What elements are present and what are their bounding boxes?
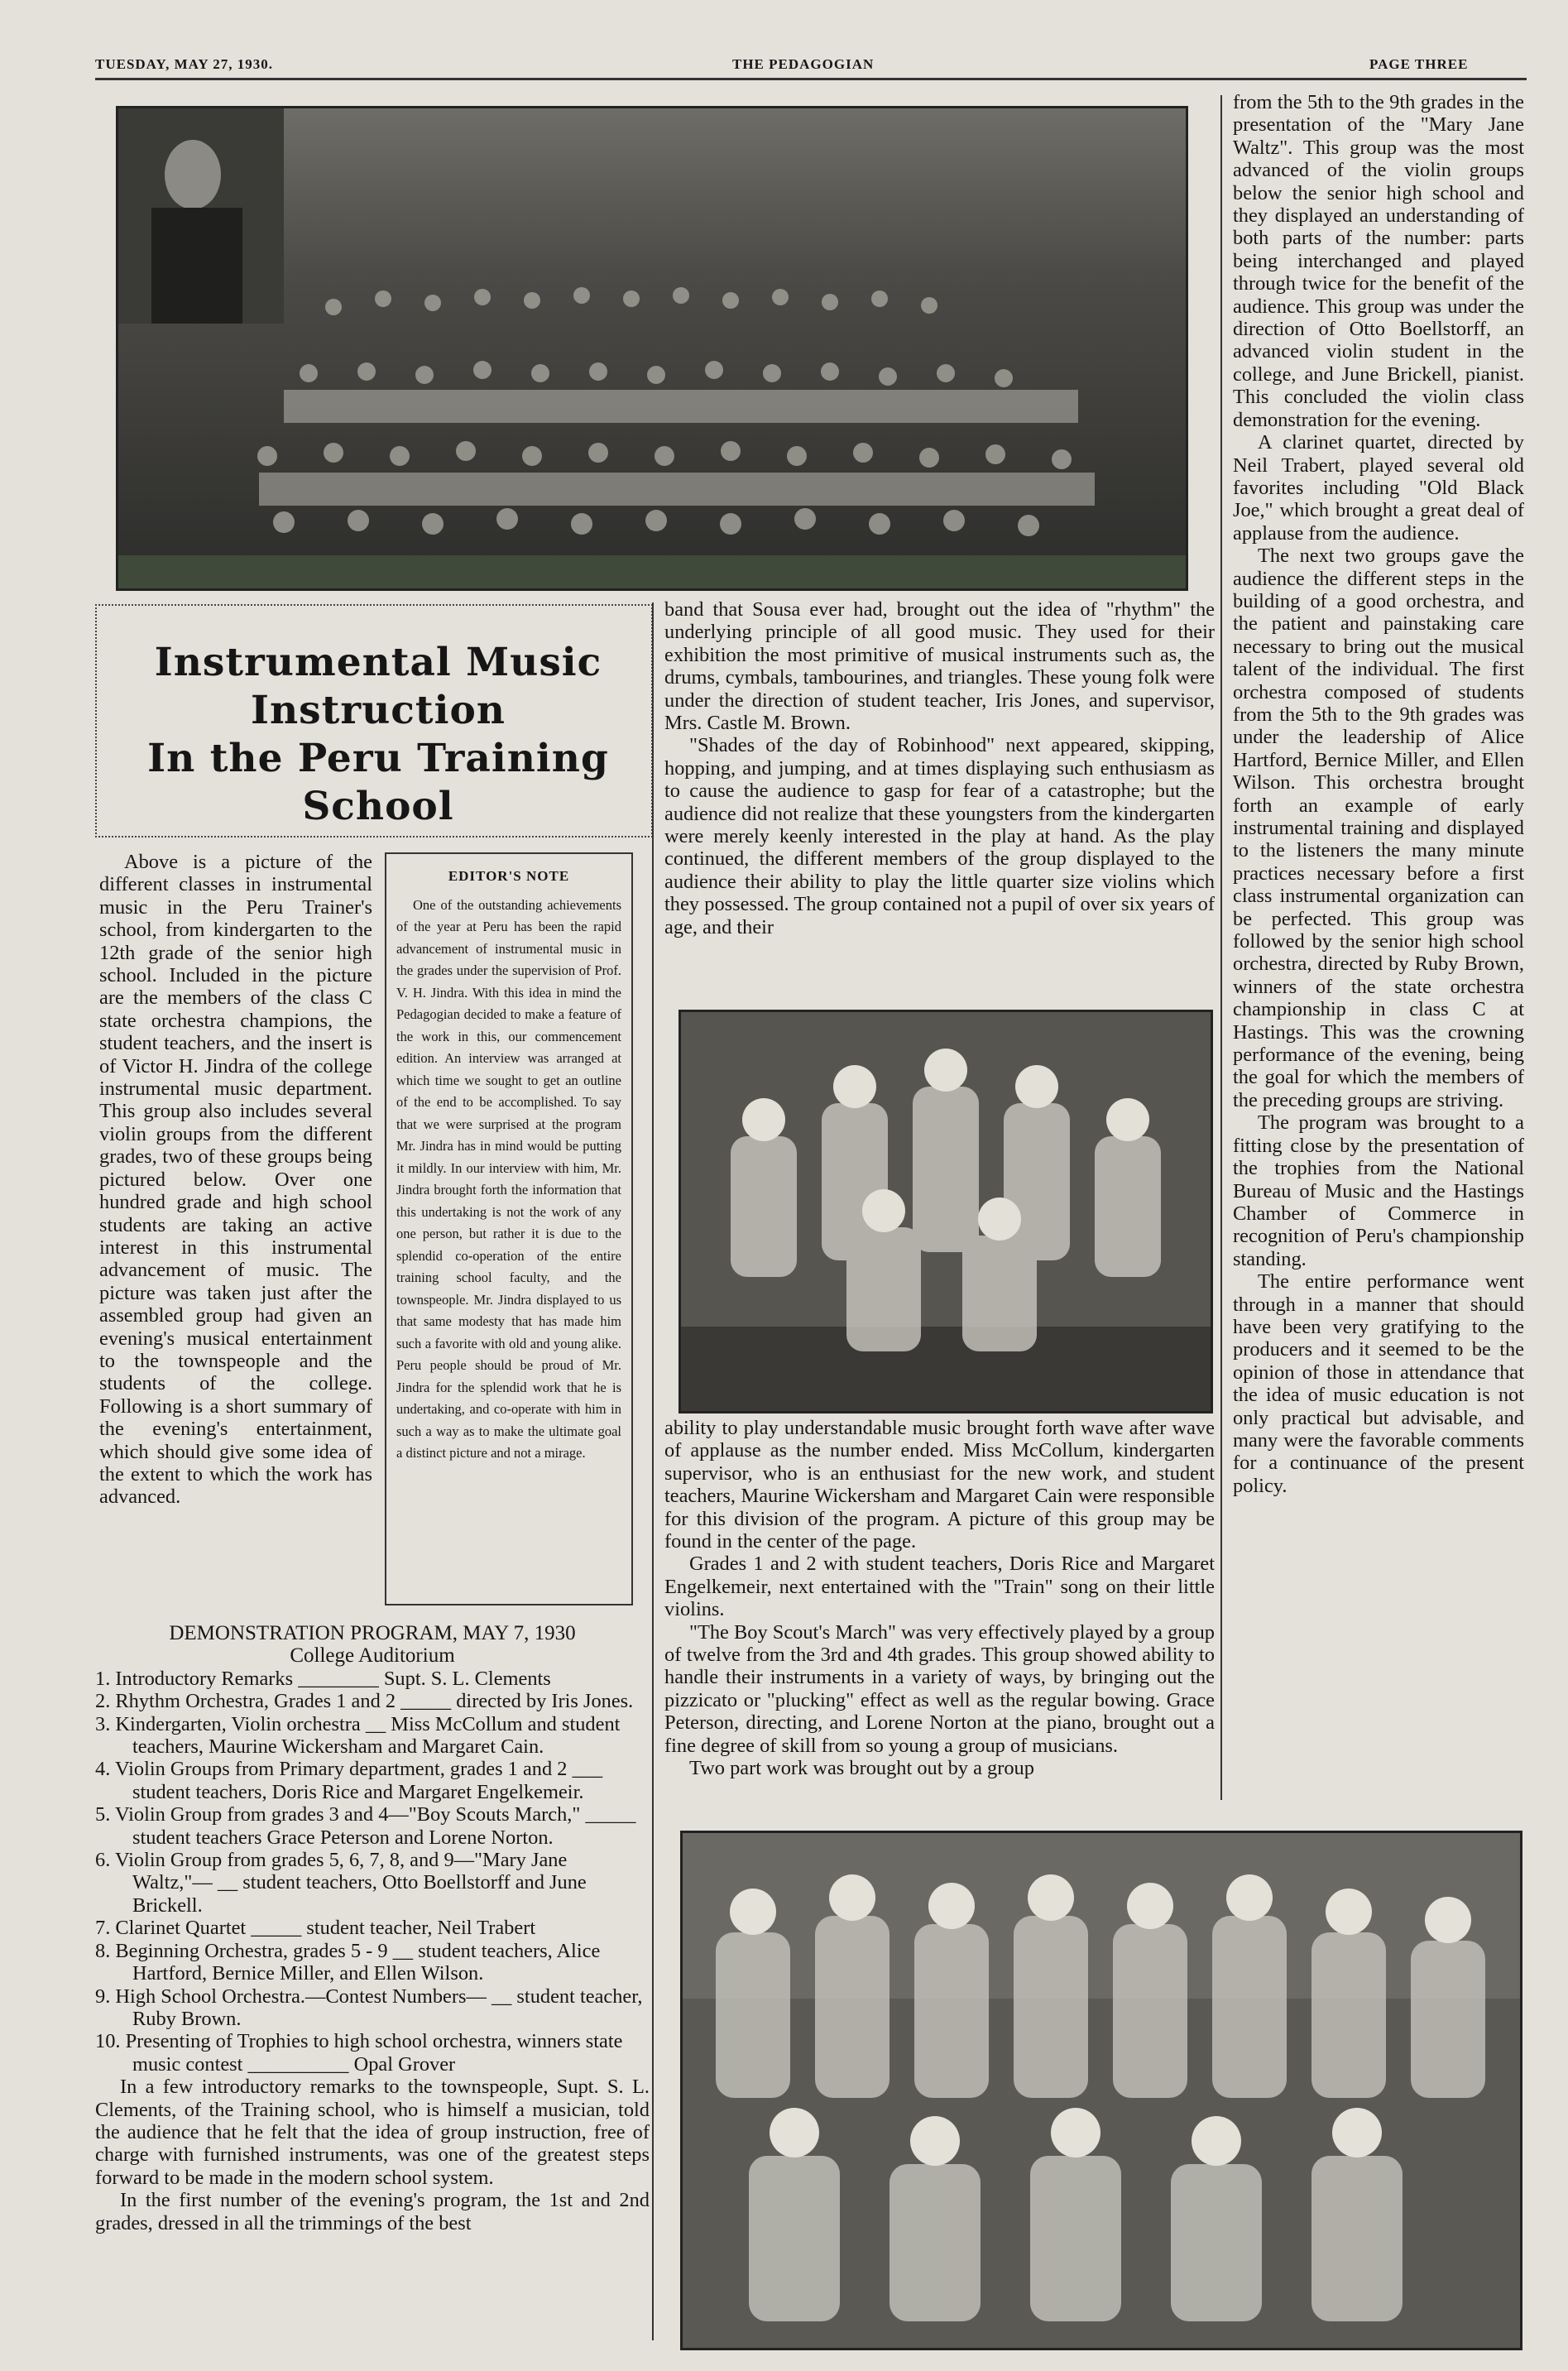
program-title: DEMONSTRATION PROGRAM, MAY 7, 1930	[169, 1622, 576, 1644]
program-list	[95, 1668, 650, 2076]
middle-column-bottom	[664, 1417, 1215, 1780]
program-item: 6. Violin Group from grades 5, 6, 7, 8, and 9—"Mary Jane Waltz,"— __ student teachers, Otto Boellstorff and June Brickell.	[95, 1849, 587, 1917]
program-after-1: In a few introductory remarks to the townspeople, Supt. S. L. Clements, of the Training school, who is himself a musician, told the audience that he felt that the idea of group instruction, free of charge with furnished instruments, was one of the greatest steps forward to be made in the modern school system.	[95, 2076, 650, 2189]
program-item: 7. Clarinet Quartet _____ student teacher, Neil Trabert	[95, 1917, 536, 1940]
middle-para-1: band that Sousa ever had, brought out the idea of "rhythm" the underlying principle of all good music. They used for their exhibition the most primitive of musical instruments such as, the drums, cymbals, tambourines, and triangles. These young folk were under the direction of student teacher, Iris Jones, and supervisor, Mrs. Castle M. Brown.	[664, 598, 1215, 735]
masthead-rule	[95, 78, 1527, 80]
editors-note-body: One of the outstanding achievements of the year at Peru has been the rapid advancement of instrumental music in the grades under the supervision of Prof. V. H. Jindra. With this idea in mind the Pedagogian decided to make a feature of the work in this, our commencement edition. An interview was arranged at which time we sought to get an outline of the end to be accomplished. To say that we were surprised at the program Mr. Jindra has in mind would be putting it mildly. In our interview with him, Mr. Jindra brought forth the information that this undertaking is not the work of any one person, but rather it is due to the splendid co-operation of the entire training school faculty, and the townspeople. Mr. Jindra displayed to us that same modesty that has made him such a favorite with old and young alike. Peru people should be proud of Mr. Jindra for the splendid work that he is undertaking, and co-operate with him in such a way as to make the ultimate goal a distinct picture and not a mirage.	[396, 896, 621, 1461]
left-para-1: Above is a picture of the different classes in instrumental music in the Peru Trainer's school, from kindergarten to the 12th grade of the senior high school. Included in the picture are the members of the class C state orchestra champions, the student teachers, and the insert is of Victor H. Jindra of the college instrumental music department. This group also includes several violin groups from the different grades, two of these groups being pictured below. Over one hundred grade and high school students are taking an active interest in this instrumental advancement of music. The picture was taken just after the assembled group had given an evening's musical entertainment to the townspeople and the students of the college. Following is a short summary of the evening's entertainment, which should give some idea of the extent to which the work has advanced.	[99, 851, 372, 1509]
program-after	[95, 2076, 650, 2234]
masthead	[95, 56, 1527, 74]
middle-para-6: Two part work was brought out by a group	[689, 1757, 1034, 1780]
violin-group-photo	[680, 1831, 1522, 2350]
program-item: 2. Rhythm Orchestra, Grades 1 and 2 _____ directed by Iris Jones.	[95, 1690, 634, 1713]
program-item: 5. Violin Group from grades 3 and 4—"Boy Scouts March," _____ student teachers Grace Peterson and Lorene Norton.	[95, 1803, 636, 1849]
headline-box	[95, 604, 653, 838]
middle-column-top	[664, 598, 1215, 938]
headline-line-2: In the Peru Training	[147, 736, 609, 781]
headline-line-3: School	[302, 784, 454, 829]
right-para-5: The entire performance went through in a manner that should have been very gratifying to the producers and it seemed to be the opinion of those in attendance that the idea of music education is not only practical but advisable, and many were the favorable comments for a continuance of the present policy.	[1233, 1270, 1524, 1497]
column-rule-1	[652, 602, 654, 2340]
right-para-1: from the 5th to the 9th grades in the presentation of the "Mary Jane Waltz". This group was the most advanced of the violin groups below the senior high school and they displayed an understanding of both parts of the number: parts being interchanged and played through twice for the benefit of the audience. This group was under the direction of Otto Boellstorff, an advanced violin student in the college, and June Brickell, pianist. This concluded the violin class demonstration for the evening.	[1233, 91, 1524, 431]
middle-para-2: "Shades of the day of Robinhood" next appeared, skipping, hopping, and jumping, and at times displaying such enthusiasm as to cause the audience to gasp for fear of a catastrophe; but the audience did not realize that these youngsters from the kindergarten were merely keenly interested in the play at hand. As the play continued, the different members of the group displayed to the audience their ability to play the little quarter size violins which they possessed. The group contained not a pupil of over six years of age, and their	[664, 734, 1215, 938]
top-photo-image	[118, 108, 1186, 588]
right-column	[1233, 91, 1524, 1497]
top-group-photo	[116, 106, 1188, 591]
right-para-2: A clarinet quartet, directed by Neil Trabert, played several old favorites including "Old Black Joe," which brought a great deal of applause from the audience.	[1233, 431, 1524, 545]
program-after-2: In the first number of the evening's program, the 1st and 2nd grades, dressed in all the trimmings of the best	[95, 2189, 650, 2234]
program-item: 3. Kindergarten, Violin orchestra __ Miss McCollum and student teachers, Maurine Wickersham and Margaret Cain.	[95, 1712, 621, 1759]
headline	[122, 639, 635, 831]
program-item: 10. Presenting of Trophies to high school orchestra, winners state music contest __________ Opal Grover	[95, 2030, 623, 2076]
issue-date: TUESDAY, MAY 27, 1930.	[95, 56, 274, 72]
right-para-4: The program was brought to a fitting close by the presentation of the trophies from the National Bureau of Music and the Hastings Chamber of Commerce in recognition of Peru's championship standing.	[1233, 1111, 1524, 1270]
bottom-photo-image	[683, 1833, 1520, 2348]
editors-note-title: EDITOR'S NOTE	[448, 868, 570, 884]
program-item: 4. Violin Groups from Primary department, grades 1 and 2 ___ student teachers, Doris Rice and Margaret Engelkemeir.	[95, 1758, 603, 1803]
editors-note-box	[385, 852, 633, 1605]
left-column	[99, 851, 372, 1509]
headline-line-1: Instrumental Music Instruction	[154, 640, 602, 733]
program-item: 1. Introductory Remarks ________ Supt. S. L. Clements	[95, 1667, 551, 1690]
program-venue: College Auditorium	[290, 1644, 455, 1668]
middle-para-5: "The Boy Scout's March" was very effectively played by a group of twelve from the 3rd and 4th grades. This group showed ability to handle their instruments in a variety of ways, by bringing out the pizzicato or "plucking" effect as well as the regular bowing. Grace Peterson, directing, and Lorene Norton at the piano, brought out a fine degree of skill from so young a group of musicians.	[664, 1620, 1215, 1757]
right-para-3: The next two groups gave the audience the different steps in the building of a good orchestra, and the patient and painstaking care necessary to bring out the musical talent of the individual. The first orchestra composed of students from the 5th to the 9th grades was under the leadership of Alice Hartford, Bernice Miller, and Ellen Wilson. This orchestra brought forth an example of early instrumental training and displayed to the listeners the many minute practices necessary before a first class instrumental organization can be perfected. This group was followed by the senior high school orchestra, directed by Ruby Brown, winners of the state orchestra championship in class C at Hastings. This was the crowning performance of the evening, being the goal for which the members of the preceding groups are striving.	[1233, 545, 1524, 1111]
paper-name: THE PEDAGOGIAN	[732, 56, 875, 72]
middle-para-4: Grades 1 and 2 with student teachers, Doris Rice and Margaret Engelkemeir, next entertained with the "Train" song on their little violins.	[664, 1553, 1215, 1621]
middle-para-3: ability to play understandable music brought forth wave after wave of applause as the number ended. Miss McCollum, kindergarten supervisor, who is an enthusiast for the new work, and student teachers, Maurine Wickersham and Margaret Cain were responsible for this division of the program. A picture of this group may be found in the center of the page.	[664, 1417, 1215, 1553]
page-number: PAGE THREE	[1369, 56, 1469, 72]
kindergarten-orchestra-photo	[679, 1010, 1213, 1413]
column-rule-2	[1220, 95, 1222, 1800]
program-item: 9. High School Orchestra.—Contest Numbers— __ student teacher, Ruby Brown.	[95, 1985, 643, 2030]
program-section	[95, 1622, 650, 2234]
program-item: 8. Beginning Orchestra, grades 5 - 9 __ student teachers, Alice Hartford, Bernice Miller, and Ellen Wilson.	[95, 1939, 601, 1985]
middle-photo-image	[681, 1012, 1211, 1411]
